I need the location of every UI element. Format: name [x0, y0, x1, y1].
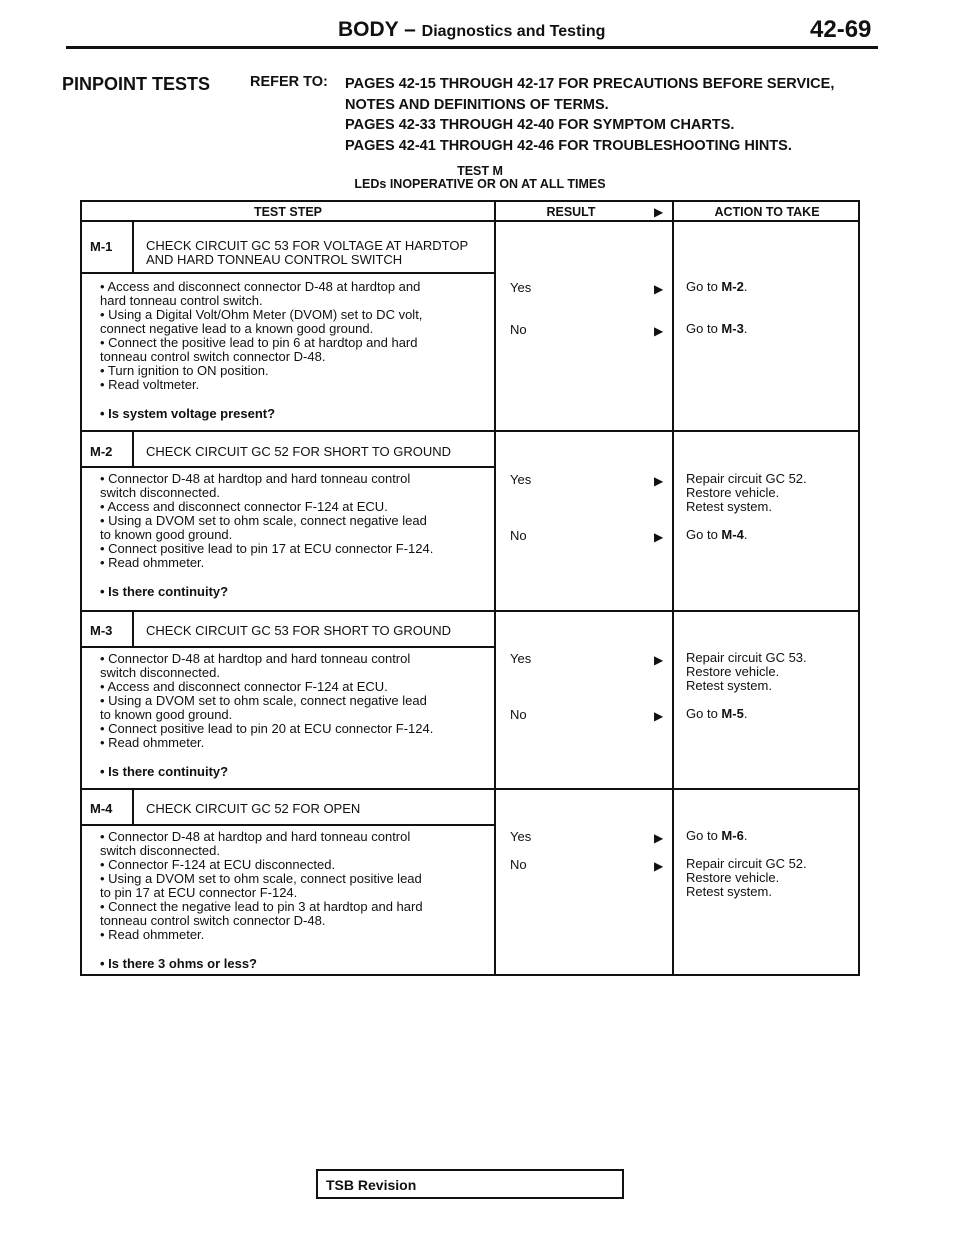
step-procedure: • Connector D-48 at hardtop and hard tonneau control switch disconnected. • Connector F-124 at ECU disconnected. • Using a DVOM set to ohm scale, connect positive lead to pin 17 at ECU connector F-124. • Connect the negative lead to pin 3 at hardtop and hard tonneau control switch connector D-48. • Read ohmmeter.	[100, 829, 423, 942]
tsb-revision-box	[316, 1169, 624, 1199]
action: Repair circuit GC 52. Restore vehicle. Retest system.	[686, 856, 807, 899]
result-yes: Yes	[510, 280, 532, 295]
result-no: No	[510, 322, 527, 337]
action: Repair circuit GC 52. Restore vehicle. Retest system.	[686, 471, 807, 514]
refer-line: PAGES 42-41 THROUGH 42-46 FOR TROUBLESHOOTING HINTS.	[345, 137, 792, 154]
page-number: 42-69	[810, 16, 872, 43]
divider	[494, 202, 496, 974]
step-id: M-4	[90, 801, 113, 816]
step-procedure: • Access and disconnect connector D-48 at hardtop and hard tonneau control switch. • Using a Digital Volt/Ohm Meter (DVOM) set to DC volt, connect negative lead to a known good ground. • Connect the positive lead to pin 6 at hardtop and hard tonneau control switch connector D-48. • Turn ignition to ON position. • Read voltmeter.	[100, 279, 423, 392]
action: Go to M-3.	[686, 321, 748, 336]
refer-line: NOTES AND DEFINITIONS OF TERMS.	[345, 96, 609, 113]
refer-line: PAGES 42-15 THROUGH 42-17 FOR PRECAUTIONS BEFORE SERVICE,	[345, 76, 835, 92]
step-question: • Is system voltage present?	[100, 406, 276, 421]
tsb-revision-label: TSB Revision	[326, 1177, 417, 1193]
test-name: TEST M	[457, 164, 503, 178]
result-yes: Yes	[510, 472, 532, 487]
step-id: M-3	[90, 623, 113, 638]
divider	[82, 220, 858, 222]
pinpoint-label: PINPOINT TESTS	[62, 74, 211, 94]
play-arrow-icon: ▶	[654, 282, 664, 296]
page-header	[66, 12, 878, 42]
step-question: • Is there continuity?	[100, 764, 229, 779]
step-title: CHECK CIRCUIT GC 53 FOR VOLTAGE AT HARDTOP AND HARD TONNEAU CONTROL SWITCH	[146, 238, 469, 267]
divider	[132, 222, 134, 272]
divider	[82, 610, 858, 612]
test-subtitle: LEDs INOPERATIVE OR ON AT ALL TIMES	[354, 177, 606, 191]
result-no: No	[510, 707, 527, 722]
divider	[132, 612, 134, 646]
play-arrow-icon: ▶	[654, 205, 664, 219]
play-arrow-icon: ▶	[654, 474, 664, 488]
divider	[82, 646, 494, 648]
step-question: • Is there continuity?	[100, 584, 229, 599]
col-header-result: RESULT	[546, 205, 596, 219]
step-title: CHECK CIRCUIT GC 53 FOR SHORT TO GROUND	[146, 623, 452, 638]
divider	[82, 824, 494, 826]
action: Go to M-5.	[686, 706, 748, 721]
result-no: No	[510, 857, 527, 872]
divider	[82, 430, 858, 432]
divider	[132, 432, 134, 466]
header-rule	[66, 46, 878, 49]
refer-label: REFER TO:	[250, 74, 328, 90]
col-header-test-step: TEST STEP	[253, 205, 323, 219]
refer-list	[345, 74, 834, 156]
refer-line: PAGES 42-33 THROUGH 42-40 FOR SYMPTOM CHARTS.	[345, 117, 735, 133]
divider	[82, 466, 494, 468]
play-arrow-icon: ▶	[654, 709, 664, 723]
divider	[82, 788, 858, 790]
divider	[132, 790, 134, 824]
result-no: No	[510, 528, 527, 543]
step-procedure: • Connector D-48 at hardtop and hard tonneau control switch disconnected. • Access and disconnect connector F-124 at ECU. • Using a DVOM set to ohm scale, connect negative lead to known good ground. • Connect positive lead to pin 20 at ECU connector F-124. • Read ohmmeter.	[100, 651, 434, 750]
action: Go to M-4.	[686, 527, 748, 542]
action: Go to M-6.	[686, 828, 748, 843]
divider	[82, 272, 494, 274]
result-yes: Yes	[510, 651, 532, 666]
play-arrow-icon: ▶	[654, 653, 664, 667]
play-arrow-icon: ▶	[654, 324, 664, 338]
divider	[672, 202, 674, 974]
step-id: M-1	[90, 239, 113, 254]
play-arrow-icon: ▶	[654, 530, 664, 544]
step-title: CHECK CIRCUIT GC 52 FOR SHORT TO GROUND	[146, 444, 452, 459]
col-header-action: ACTION TO TAKE	[714, 205, 820, 219]
step-procedure: • Connector D-48 at hardtop and hard tonneau control switch disconnected. • Access and disconnect connector F-124 at ECU. • Using a DVOM set to ohm scale, connect negative lead to known good ground. • Connect positive lead to pin 17 at ECU connector F-124. • Read ohmmeter.	[100, 471, 434, 570]
page-title: BODY – Diagnostics and Testing	[338, 18, 606, 41]
play-arrow-icon: ▶	[654, 831, 664, 845]
step-question: • Is there 3 ohms or less?	[100, 956, 257, 971]
result-yes: Yes	[510, 829, 532, 844]
action: Repair circuit GC 53. Restore vehicle. Retest system.	[686, 650, 807, 693]
step-title: CHECK CIRCUIT GC 52 FOR OPEN	[146, 801, 361, 816]
play-arrow-icon: ▶	[654, 859, 664, 873]
step-id: M-2	[90, 444, 113, 459]
action: Go to M-2.	[686, 279, 748, 294]
pinpoint-table	[80, 200, 860, 976]
